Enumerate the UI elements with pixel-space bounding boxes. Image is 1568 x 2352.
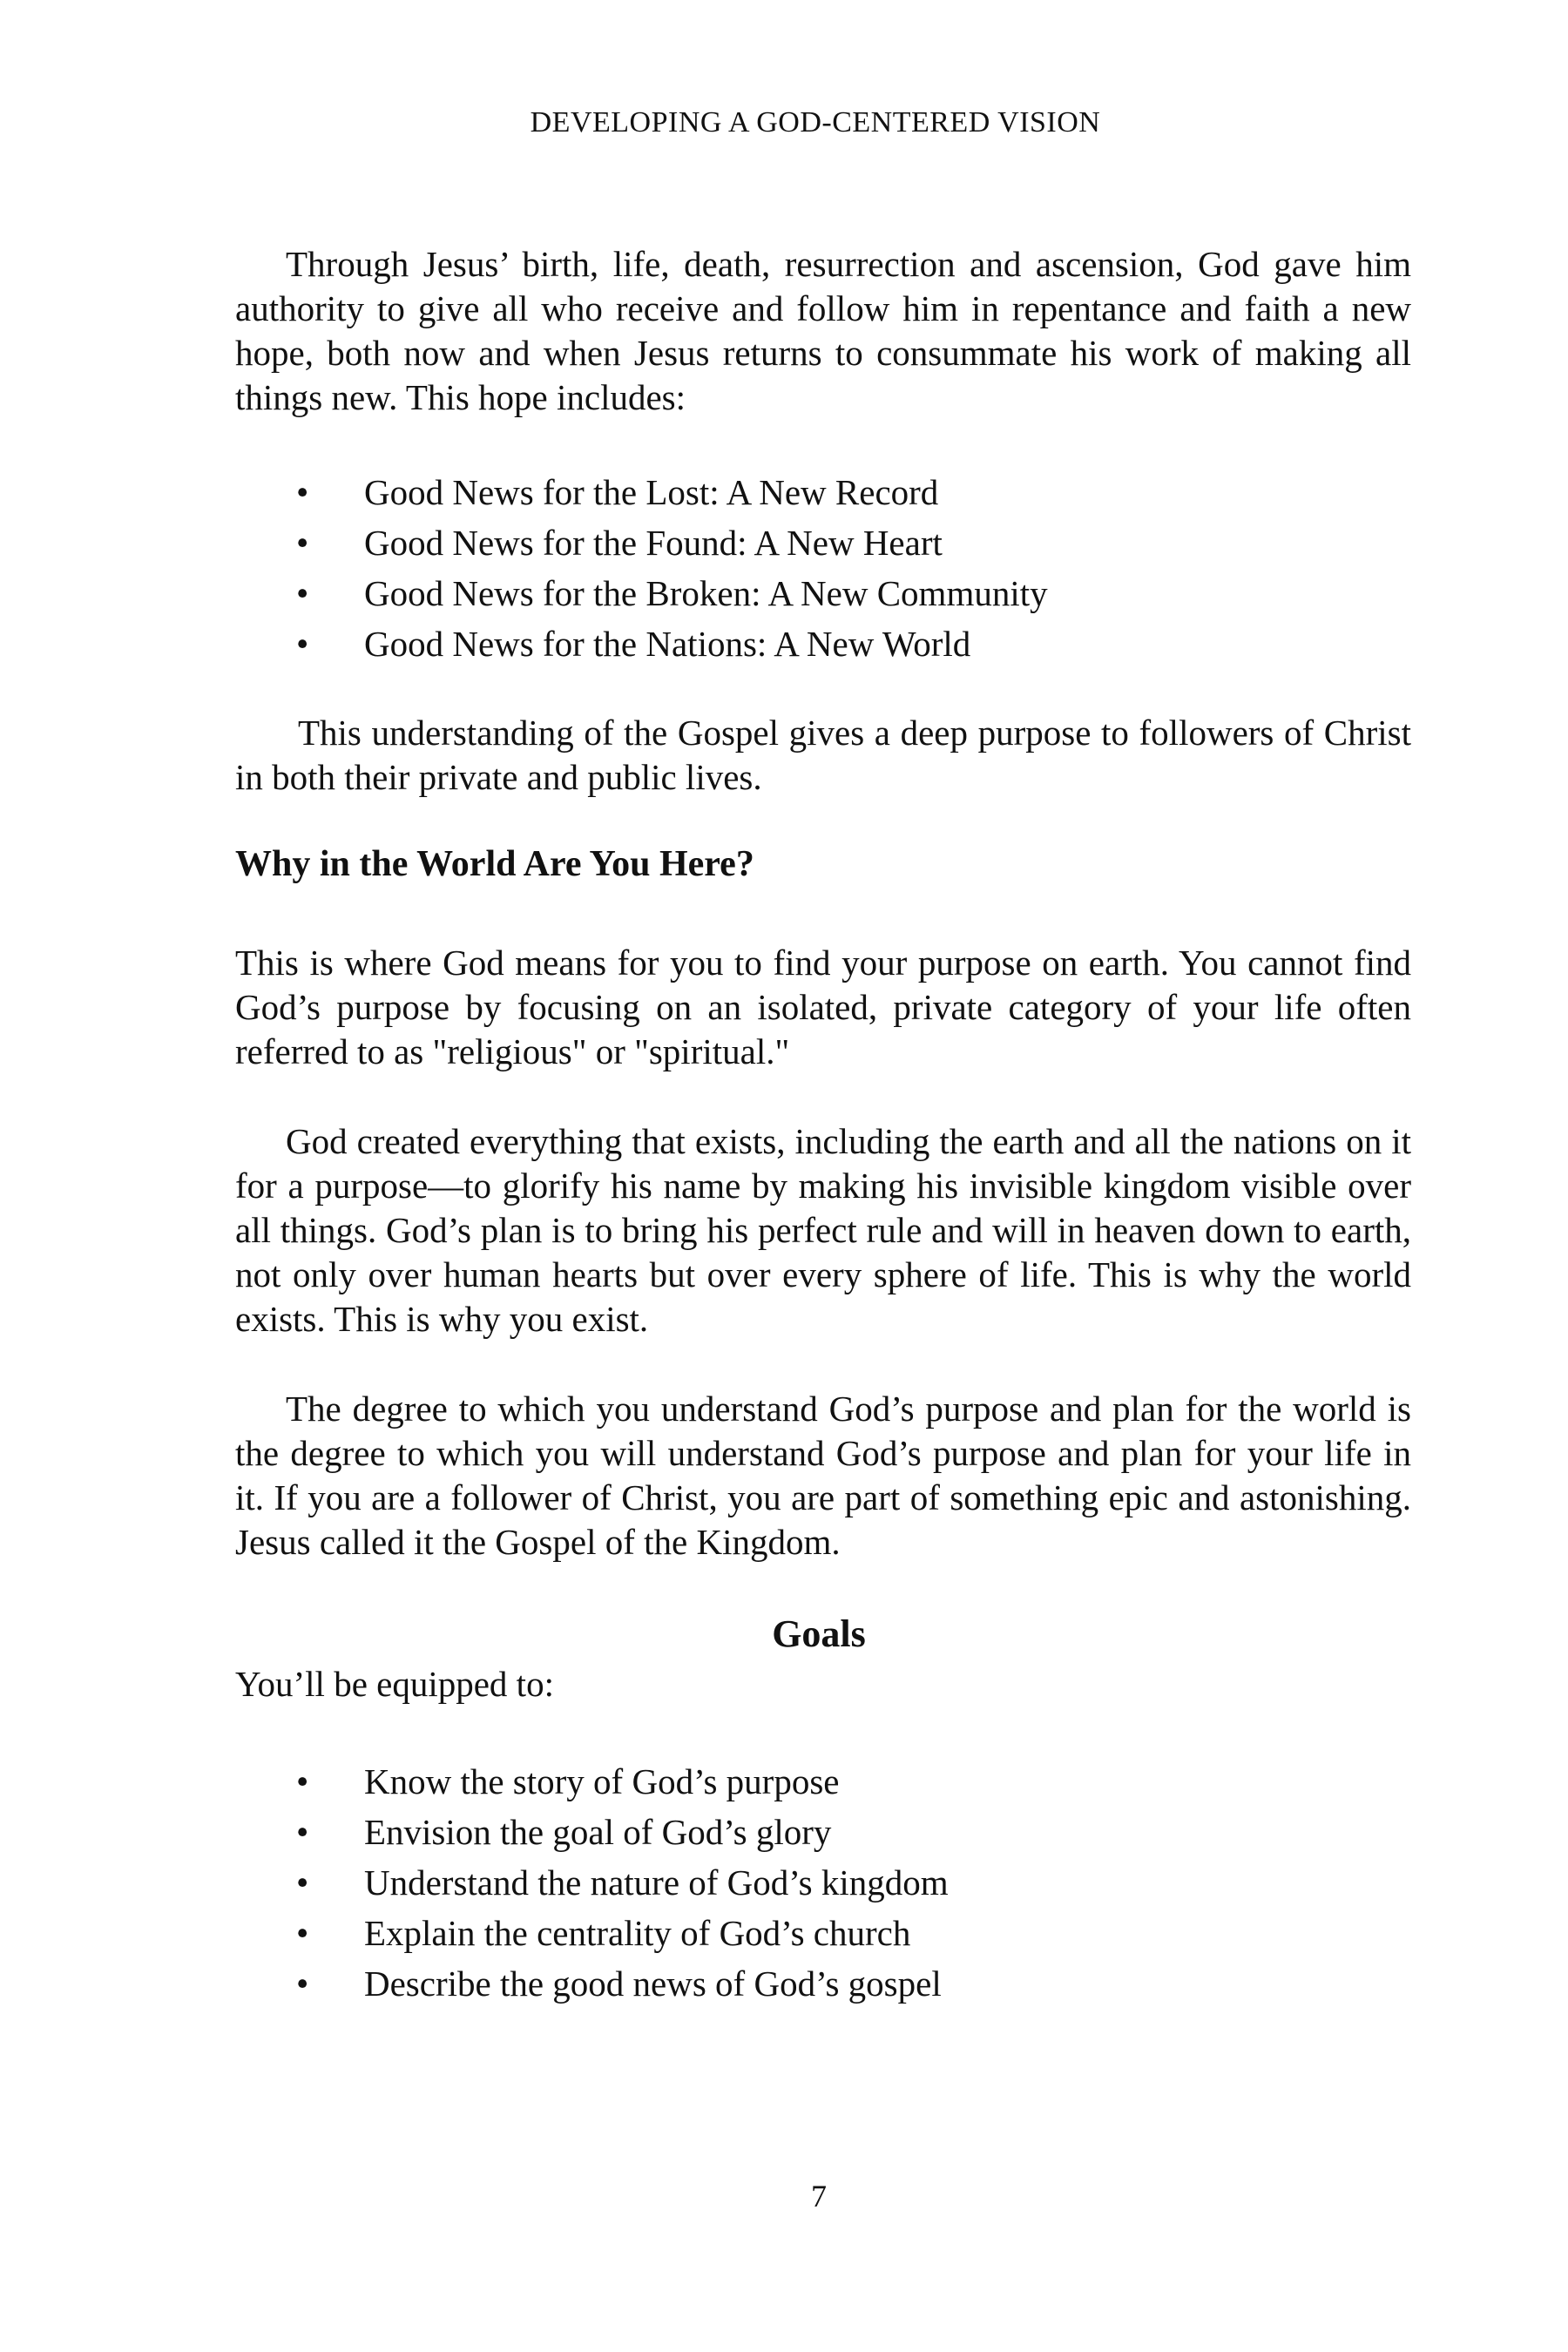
intro-paragraph: Through Jesus’ birth, life, death, resurrection and ascension, God gave him authority to give all who receive and follow him in repentance and faith a new hope, both now and when Jesus returns to consummate his work of making all things new. This hope includes:	[235, 244, 1411, 417]
bullet-icon: •	[296, 472, 309, 512]
bullet-icon: •	[296, 1913, 309, 1953]
section-paragraph-3: The degree to which you understand God’s purpose and plan for the world is the degree to which you will understand God’s purpose and plan for your life in it. If you are a follower of Christ, you are part of something epic and astonishing. Jesus called it the Gospel of the Kingdom.	[235, 1389, 1411, 1562]
bullet-icon: •	[296, 1862, 309, 1903]
list-item-text: Good News for the Broken: A New Community	[364, 573, 1048, 613]
list-item	[296, 467, 1048, 517]
intro-block	[235, 242, 1411, 420]
list-item-text: Understand the nature of God’s kingdom	[364, 1862, 949, 1903]
list-item	[296, 1857, 949, 1908]
section-paragraph-2: God created everything that exists, including the earth and all the nations on it for a purpose—to glorify his name by making his invisible kingdom visible over all things. God’s plan is to bring his perfect rule and will in heaven down to earth, not only over human hearts but over every sphere of life. This is why the world exists. This is why you exist.	[235, 1121, 1411, 1339]
list-item-text: Good News for the Found: A New Heart	[364, 523, 943, 563]
section-paragraph-3-block	[235, 1387, 1411, 1565]
goals-list	[296, 1756, 949, 2009]
list-item-text: Explain the centrality of God’s church	[364, 1913, 911, 1953]
bullet-icon: •	[296, 1761, 309, 1801]
list-item-text: Describe the good news of God’s gospel	[364, 1963, 942, 2004]
list-item	[296, 517, 1048, 568]
list-item-text: Good News for the Nations: A New World	[364, 624, 971, 664]
bullet-icon: •	[296, 573, 309, 613]
bullet-icon: •	[296, 624, 309, 664]
section-paragraph-2-block	[235, 1119, 1411, 1342]
list-item	[296, 1908, 949, 1958]
understanding-paragraph: This understanding of the Gospel gives a deep purpose to followers of Christ in both their private and public lives.	[235, 713, 1411, 797]
bullet-icon: •	[296, 523, 309, 563]
list-item	[296, 568, 1048, 618]
goals-heading: Goals	[772, 1612, 866, 1655]
understanding-block	[235, 711, 1411, 800]
list-item	[296, 618, 1048, 669]
goals-intro-block	[235, 1662, 1411, 1707]
bullet-icon: •	[296, 1963, 309, 2004]
bullet-icon: •	[296, 1812, 309, 1852]
list-item	[296, 1958, 949, 2009]
section-paragraph-1: This is where God means for you to find your purpose on earth. You cannot find God’s purpose by focusing on an isolated, private category of your life often referred to as "religious" or "spiritual."	[235, 943, 1411, 1071]
list-item	[296, 1807, 949, 1857]
list-item-text: Envision the goal of God’s glory	[364, 1812, 832, 1852]
list-item-text: Know the story of God’s purpose	[364, 1761, 840, 1801]
section-heading: Why in the World Are You Here?	[235, 844, 754, 884]
list-item-text: Good News for the Lost: A New Record	[364, 472, 939, 512]
list-item	[296, 1756, 949, 1807]
goals-intro: You’ll be equipped to:	[235, 1664, 554, 1704]
page-number: 7	[811, 2179, 827, 2213]
hope-list	[296, 467, 1048, 669]
running-header: DEVELOPING A GOD-CENTERED VISION	[530, 106, 1101, 139]
section-paragraph-1-block	[235, 941, 1411, 1074]
